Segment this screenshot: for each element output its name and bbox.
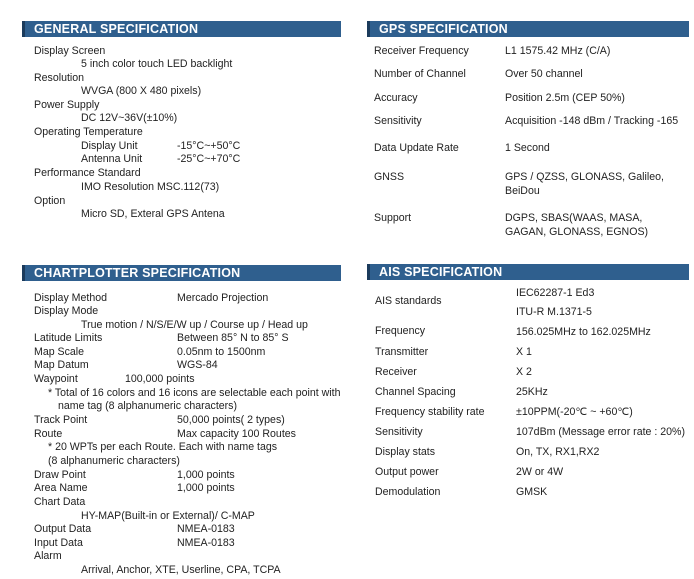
latitude-limits-value: Between 85° N to 85° S [177,332,289,344]
ais-sensitivity-value: 107dBm (Message error rate : 20%) [516,426,685,438]
gps-support-value-line2: GAGAN, GLONASS, EGNOS) [505,226,649,238]
gps-update-rate-label: Data Update Rate [374,142,459,154]
ais-frequency-stability-label: Frequency stability rate [375,406,485,418]
chartplotter-spec-header [22,265,341,281]
gps-channel-label: Number of Channel [374,68,466,80]
gps-spec-header [367,21,689,37]
route-note-line1: * 20 WPTs per each Route. Each with name tags [48,441,278,453]
display-method-value: Mercado Projection [177,292,269,304]
ais-receiver-value: X 2 [516,366,532,378]
map-scale-label: Map Scale [34,346,85,358]
ais-display-stats-label: Display stats [375,446,436,458]
draw-point-label: Draw Point [34,469,86,481]
resolution-label: Resolution [34,72,85,84]
chartplotter-spec-title: CHARTPLOTTER SPECIFICATION [34,266,241,280]
display-mode-value: True motion / N/S/E/W up / Course up / Head up [81,319,308,331]
map-datum-value: WGS-84 [177,359,218,371]
ais-receiver-label: Receiver [375,366,417,378]
temp-antenna-unit-label: Antenna Unit [81,153,143,165]
track-point-label: Track Point [34,414,88,426]
power-supply-label: Power Supply [34,99,100,111]
ais-standards-value-line2: ITU-R M.1371-5 [516,306,592,318]
chart-data-label: Chart Data [34,496,86,508]
route-label: Route [34,428,63,440]
operating-temp-label: Operating Temperature [34,126,143,138]
ais-display-stats-value: On, TX, RX1,RX2 [516,446,600,458]
gps-gnss-value: GPS / QZSS, GLONASS, Galileo, [505,171,664,183]
temp-antenna-unit-value: -25°C~+70°C [177,153,241,165]
chart-data-value: HY-MAP(Built-in or External)/ C-MAP [81,510,255,522]
ais-transmitter-label: Transmitter [375,346,429,358]
display-mode-label: Display Mode [34,305,99,317]
gps-accuracy-value: Position 2.5m (CEP 50%) [505,92,625,104]
display-method-label: Display Method [34,292,108,304]
gps-accuracy-label: Accuracy [374,92,418,104]
ais-standards-value-line1: IEC62287-1 Ed3 [516,287,595,299]
gps-support-value: DGPS, SBAS(WAAS, MASA, [505,212,643,224]
general-spec-title: GENERAL SPECIFICATION [34,22,199,36]
alarm-label: Alarm [34,550,62,562]
resolution-value: WVGA (800 X 480 pixels) [81,85,202,97]
gps-receiver-frequency-value: L1 1575.42 MHz (C/A) [505,45,611,57]
output-data-value: NMEA-0183 [177,523,235,535]
ais-sensitivity-label: Sensitivity [375,426,423,438]
ais-frequency-label: Frequency [375,325,426,337]
waypoint-note-line1: * Total of 16 colors and 16 icons are selectable each point with [48,387,341,399]
general-spec-header [22,21,341,37]
route-value: Max capacity 100 Routes [177,428,296,440]
output-data-label: Output Data [34,523,92,535]
power-supply-value: DC 12V~36V(±10%) [81,112,178,124]
ais-standards-label: AIS standards [375,295,442,307]
area-name-label: Area Name [34,482,88,494]
waypoint-label: Waypoint [34,373,78,385]
ais-demodulation-label: Demodulation [375,486,441,498]
latitude-limits-label: Latitude Limits [34,332,103,344]
display-screen-value: 5 inch color touch LED backlight [81,58,233,70]
gps-receiver-frequency-label: Receiver Frequency [374,45,469,57]
ais-transmitter-value: X 1 [516,346,532,358]
gps-update-rate-value: 1 Second [505,142,550,154]
gps-support-label: Support [374,212,412,224]
waypoint-note-line2: name tag (8 alphanumeric characters) [58,400,238,412]
ais-demodulation-value: GMSK [516,486,548,498]
ais-output-power-value: 2W or 4W [516,466,564,478]
temp-display-unit-label: Display Unit [81,140,138,152]
input-data-label: Input Data [34,537,83,549]
route-note-line2: (8 alphanumeric characters) [48,455,180,467]
ais-channel-spacing-label: Channel Spacing [375,386,456,398]
map-scale-value: 0.05nm to 1500nm [177,346,266,358]
ais-frequency-stability-value: ±10PPM(-20℃ ~ +60℃) [516,406,633,418]
area-name-value: 1,000 points [177,482,235,494]
performance-standard-label: Performance Standard [34,167,141,179]
ais-output-power-label: Output power [375,466,439,478]
gps-channel-value: Over 50 channel [505,68,583,80]
gps-spec-title: GPS SPECIFICATION [379,22,508,36]
temp-display-unit-value: -15°C~+50°C [177,140,241,152]
option-label: Option [34,195,66,207]
map-datum-label: Map Datum [34,359,89,371]
waypoint-value: 100,000 points [125,373,195,385]
display-screen-label: Display Screen [34,45,106,57]
ais-frequency-value: 156.025MHz to 162.025MHz [516,326,651,338]
draw-point-value: 1,000 points [177,469,235,481]
gps-gnss-label: GNSS [374,171,405,183]
ais-spec-header [367,264,689,280]
track-point-value: 50,000 points( 2 types) [177,414,285,426]
gps-sensitivity-value: Acquisition -148 dBm / Tracking -165 [505,115,679,127]
gps-gnss-value-line2: BeiDou [505,185,540,197]
gps-sensitivity-label: Sensitivity [374,115,422,127]
ais-channel-spacing-value: 25KHz [516,386,548,398]
option-value: Micro SD, Exteral GPS Antena [81,208,225,220]
alarm-value: Arrival, Anchor, XTE, Userline, CPA, TCPA [81,564,281,576]
performance-standard-value: IMO Resolution MSC.112(73) [81,181,220,193]
ais-spec-title: AIS SPECIFICATION [379,265,503,279]
input-data-value: NMEA-0183 [177,537,235,549]
